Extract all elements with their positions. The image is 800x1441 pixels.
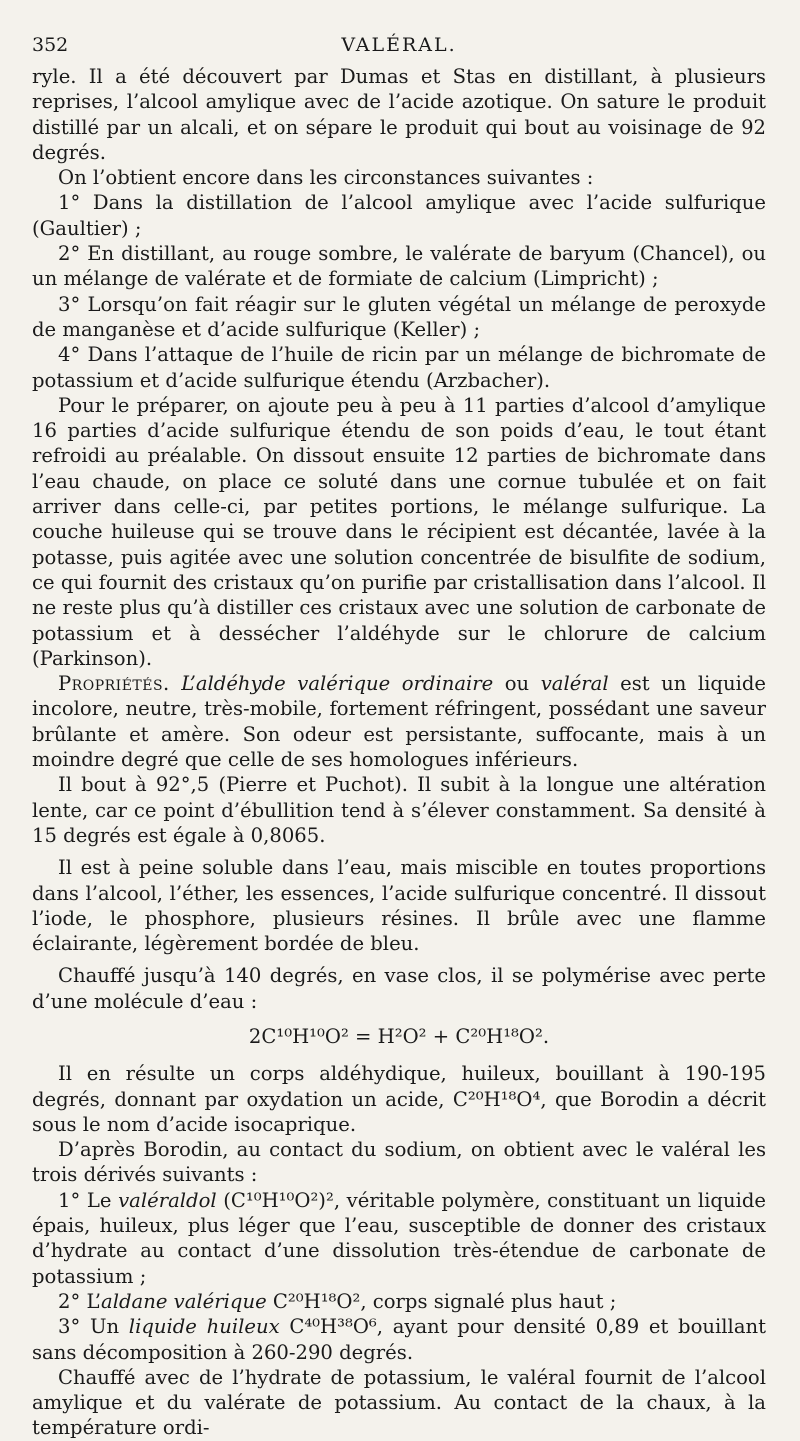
page-header	[32, 30, 766, 64]
item-text: , ayant pour densité 0,89 et bouillant sans décomposition à 260-290 degrés.	[32, 1315, 766, 1364]
term-aldane: aldane valérique	[101, 1289, 267, 1313]
valeraldol-formula: (C¹⁰H¹⁰O²)²	[216, 1188, 334, 1212]
list-item-2: 2° En distillant, au rouge sombre, le valérate de baryum (Chancel), ou un mélange de valérate et de formiate de calcium (Limpricht) ;	[32, 242, 766, 291]
chemical-equation: 2C¹⁰H¹⁰O² = H²O² + C²⁰H¹⁸O².	[248, 1024, 550, 1048]
section-lead: Propriétés.	[58, 672, 170, 696]
term-valeraldol: valéraldol	[118, 1188, 217, 1212]
properties-text: est un liquide incolore, neutre, très-mobile, fortement réfringent, possédant une saveur brûlante et amère. Son odeur est persistante, suffocante, mais à un moindre degré que celle de ses homologues inférieurs.	[32, 672, 766, 772]
huileux-formula: C⁴⁰H³⁸O⁶	[279, 1315, 377, 1339]
result-text-a: Il en résulte un corps aldéhydique, huileux, bouillant à 190-195 degrés, donnant par oxydation un acide, C	[32, 1062, 766, 1111]
paragraph-boiling-point: Il bout à 92°,5 (Pierre et Puchot). Il subit à la longue une altération lente, car ce point d’ébullition tend à s’élever constamment. Sa densité à 15 degrés est égale à 0,8065.	[32, 773, 766, 847]
paragraph-preparation: Pour le préparer, on ajoute peu à peu à 11 parties d’alcool d’amylique 16 parties d’acide sulfurique étendu de son poids d’eau, le tout étant refroidi au préalable. On dissout ensuite 12 parties de bichromate dans l’eau chaude, on place ce soluté dans une cornue tubulée et on fait arriver dans celle-ci, par petites portions, le mélange sulfurique. La couche huileuse qui se trouve dans le récipient est décantée, lavée à la potasse, puis agitée avec une solution concentrée de bisulfite de sodium, ce qui fournit des cristaux qu’on purifie par cristallisation dans l’alcool. Il ne reste plus qu’à distiller ces cristaux avec une solution de carbonate de potassium et à dessécher l’aldéhyde sur le chlorure de calcium (Parkinson).	[32, 393, 766, 670]
item-prefix: 1° Le	[58, 1188, 119, 1212]
term-valeral: valéral	[540, 672, 609, 696]
running-title: VALÉRAL.	[341, 34, 457, 56]
paragraph-solubility: Il est à peine soluble dans l’eau, mais miscible en toutes proportions dans l’alcool, l’éther, les essences, l’acide sulfurique concentré. Il dissout l’iode, le phosphore, plusieurs résines. Il brûle avec une flamme éclairante, légèrement bordée de bleu.	[32, 856, 766, 956]
paragraph-potassium: Chauffé avec de l’hydrate de potassium, le valéral fournit de l’alcool amylique et du valérate de potassium. Au contact de la chaux, à la température ordi-	[32, 1365, 766, 1440]
derivative-item-2	[32, 1289, 766, 1314]
paragraph-properties	[32, 671, 766, 772]
list-item-3: 3° Lorsqu’on fait réagir sur le gluten végétal un mélange de peroxyde de manganèse et d’acide sulfurique (Keller) ;	[32, 292, 766, 341]
paragraph-1: ryle. Il a été découvert par Dumas et Stas en distillant, à plusieurs reprises, l’alcool amylique avec de l’acide azotique. On sature le produit distillé par un alcali, et on sépare le produit qui bout au voisinage de 92 degrés.	[32, 65, 766, 164]
paragraph-polymerization: Chauffé jusqu’à 140 degrés, en vase clos, il se polymérise avec perte d’une molécule d’eau :	[32, 964, 766, 1013]
derivative-item-1	[32, 1188, 766, 1289]
result-text-b: , que Borodin a décrit sous le nom d’acide isocaprique.	[32, 1087, 766, 1136]
list-item-4: 4° Dans l’attaque de l’huile de ricin par un mélange de bichromate de potassium et d’acide sulfurique étendu (Arzbacher).	[32, 343, 766, 392]
page-number: 352	[32, 34, 69, 56]
item-text: , corps signalé plus haut ;	[360, 1289, 617, 1313]
term-liquide-huileux: liquide huileux	[128, 1315, 280, 1339]
item-prefix: 2° L’	[58, 1289, 102, 1313]
acid-formula: ²⁰H¹⁸O⁴	[467, 1087, 541, 1111]
term-aldehyde: L’aldéhyde valérique ordinaire	[181, 672, 494, 696]
connector-text: ou	[493, 672, 541, 696]
paragraph-2: On l’obtient encore dans les circonstances suivantes :	[58, 166, 594, 190]
aldane-formula: C²⁰H¹⁸O²	[266, 1289, 361, 1313]
derivative-item-3	[32, 1314, 766, 1365]
paragraph-borodin: D’après Borodin, au contact du sodium, on obtient avec le valéral les trois dérivés suivants :	[32, 1138, 766, 1187]
page-body	[32, 64, 766, 1441]
paragraph-result	[32, 1061, 766, 1137]
list-item-1: 1° Dans la distillation de l’alcool amylique avec l’acide sulfurique (Gaultier) ;	[32, 191, 766, 240]
item-prefix: 3° Un	[58, 1315, 129, 1339]
item-text: , véritable polymère, constituant un liquide épais, huileux, plus léger que l’eau, susceptible de donner des cristaux d’hydrate au contact d’une dissolution très-étendue de carbonate de potassium ;	[32, 1188, 766, 1288]
